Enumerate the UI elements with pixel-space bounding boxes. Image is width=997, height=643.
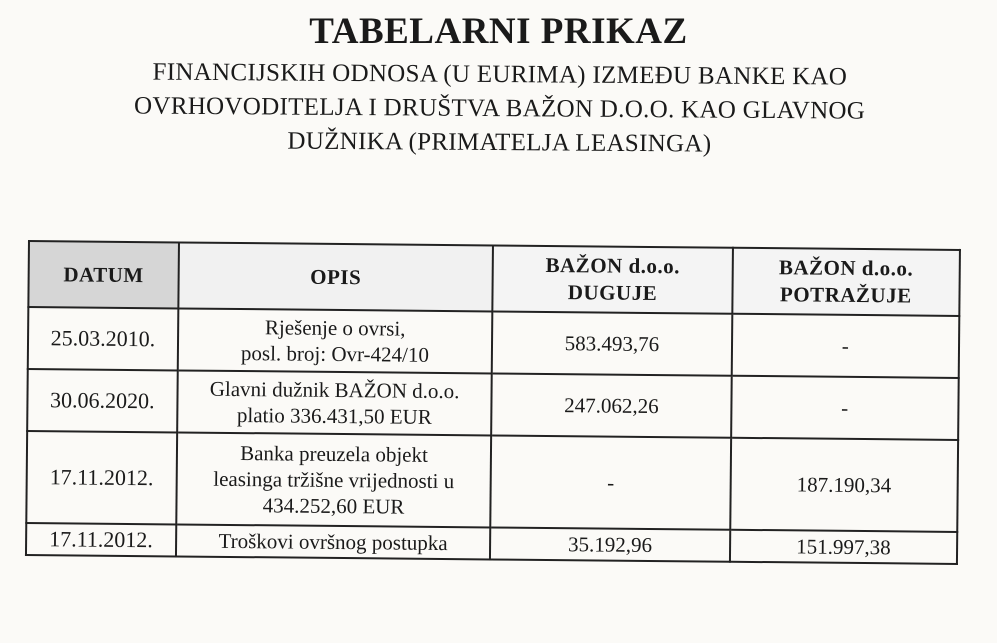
- table-row: [26, 431, 958, 532]
- table-row: [28, 307, 960, 378]
- header-datum: DATUM: [28, 241, 178, 308]
- subtitle-line: OVRHOVODITELJA I DRUŠTVA BAŽON D.O.O. KAO GLAVNOG: [133, 92, 866, 125]
- cell-opis: [176, 524, 491, 559]
- cell-potrazuje: 151.997,38: [730, 530, 958, 564]
- cell-opis: [176, 432, 491, 527]
- cell-datum: 25.03.2010.: [28, 307, 178, 370]
- cell-datum: 30.06.2020.: [27, 369, 177, 432]
- opis-line: Troškovi ovršnog postupka: [218, 528, 448, 556]
- cell-datum: 17.11.2012.: [26, 431, 177, 524]
- header-opis: OPIS: [178, 242, 493, 311]
- financial-table: [25, 240, 961, 565]
- header-potrazuje-line1: BAŽON d.o.o.: [778, 255, 914, 281]
- cell-datum: 17.11.2012.: [26, 523, 176, 556]
- header-duguje-line1: BAŽON d.o.o.: [545, 252, 681, 279]
- cell-duguje: -: [491, 435, 731, 529]
- cell-duguje: 247.062,26: [491, 373, 731, 437]
- opis-line: Rješenje o ovrsi,: [264, 315, 406, 341]
- document-subtitle: [59, 55, 940, 163]
- cell-potrazuje: -: [731, 314, 959, 378]
- header-potrazuje: [732, 248, 960, 316]
- header-duguje-line2: DUGUJE: [567, 280, 658, 306]
- opis-line: platio 336.431,50 EUR: [236, 403, 432, 429]
- table-row: [27, 369, 959, 440]
- table-header-row: [28, 241, 960, 316]
- cell-opis: [178, 308, 493, 373]
- opis-line: 434.252,60 EUR: [262, 493, 405, 519]
- opis-line: leasinga tržišne vrijednosti u: [213, 466, 455, 494]
- subtitle-line: DUŽNIKA (PRIMATELJA LEASINGA): [287, 127, 712, 158]
- financial-table-wrapper: [25, 240, 961, 565]
- opis-line: posl. broj: Ovr-424/10: [240, 341, 430, 367]
- cell-duguje: 583.493,76: [492, 311, 732, 375]
- header-potrazuje-line2: POTRAŽUJE: [779, 282, 912, 308]
- subtitle-line: FINANCIJSKIH ODNOSA (U EURIMA) IZMEĐU BANKE KAO: [152, 58, 848, 91]
- header-duguje: [493, 245, 733, 313]
- cell-duguje: 35.192,96: [490, 527, 730, 561]
- opis-line: Banka preuzela objekt: [240, 441, 428, 467]
- cell-potrazuje: 187.190,34: [730, 438, 958, 532]
- document-title: TABELARNI PRIKAZ: [309, 11, 688, 52]
- cell-opis: [177, 370, 492, 435]
- cell-potrazuje: -: [731, 376, 959, 440]
- opis-line: Glavni dužnik BAŽON d.o.o.: [209, 376, 460, 404]
